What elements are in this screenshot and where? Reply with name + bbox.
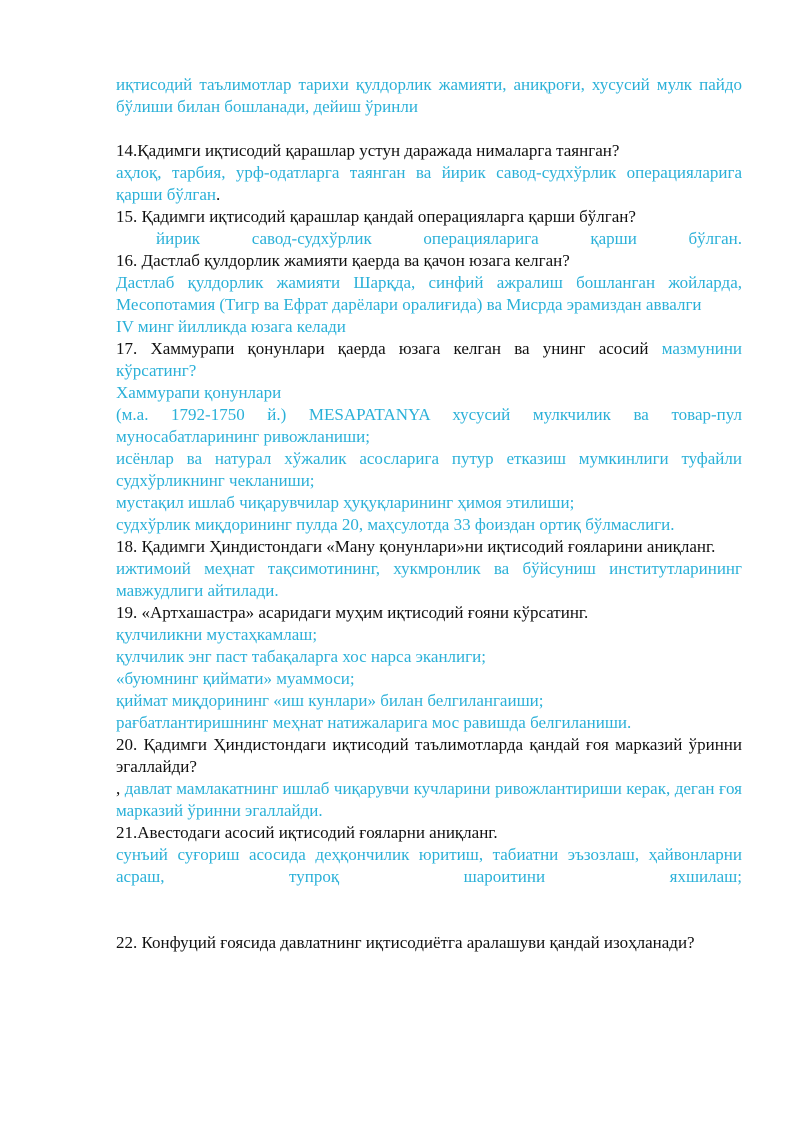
question-17-main: 17. Хаммурапи қонунлари қаерда юзага келган ва унинг асосий xyxy=(116,339,649,358)
spacer xyxy=(116,888,742,932)
answer-17-1: (м.а. 1792-1750 й.) MESAPATANYA хусусий мулкчилик ва товар-пул муносабатларининг ривожланиши; xyxy=(116,405,742,446)
answer-19-3: «буюмнинг қиймати» муаммоси; xyxy=(116,669,355,688)
question-17-highlight: мазмунини кўрсатинг? xyxy=(116,339,743,380)
answer-19-4: қиймат миқдорининг «иш кунлари» билан белгилангаиши; xyxy=(116,691,544,710)
answer-16-b: IV минг йилликда юзага келади xyxy=(116,317,346,336)
answer-13: иқтисодий таълимотлар тарихи қулдорлик жамияти, аниқроғи, хусусий мулк пайдо бўлиши билан бошланади, дейиш ўринли xyxy=(116,75,742,116)
answer-16-a: Дастлаб қулдорлик жамияти Шарқда, синфий ажралиш бошланган жойларда, Месопотамия (Тигр ва Ефрат дарёлари оралиғида) ва Мисрда эрамиздан аввалги xyxy=(116,273,742,314)
question-16: 16. Дастлаб қулдорлик жамияти қаерда ва қачон юзага келган? xyxy=(116,251,570,270)
answer-17-2: исёнлар ва натурал хўжалик асосларига путур етказиш мумкинлиги туфайли судхўрликнинг чекланиши; xyxy=(116,449,742,490)
answer-19-1: қулчиликни мустаҳкамлаш; xyxy=(116,625,318,644)
question-21: 21.Авестодаги асосий иқтисодий ғояларни аниқланг. xyxy=(116,823,498,842)
question-19: 19. «Артхашастра» асаридаги муҳим иқтисодий ғояни кўрсатинг. xyxy=(116,603,589,622)
answer-17-3: мустақил ишлаб чиқарувчилар ҳуқуқларининг ҳимоя этилиши; xyxy=(116,493,575,512)
answer-14-period: . xyxy=(216,185,221,204)
question-22: 22. Конфуций ғоясида давлатнинг иқтисодиётга аралашуви қандай изоҳланади? xyxy=(116,933,695,952)
answer-15: йирик савод-судхўрлик операцияларига қарши бўлган. xyxy=(156,229,742,248)
answer-17-title: Хаммурапи қонунлари xyxy=(116,383,282,402)
answer-19-2: қулчилик энг паст табақаларга хос нарса эканлиги; xyxy=(116,647,486,666)
answer-20-text: давлат мамлакатнинг ишлаб чиқарувчи кучларини ривожлантириши керак, деган ғоя марказий ўринни эгаллайди. xyxy=(116,779,742,820)
answer-14-text: аҳлоқ, тарбия, урф-одатларга таянган ва йирик савод-судхўрлик операцияларига қарши бўлган xyxy=(116,163,742,204)
question-18: 18. Қадимги Ҳиндистондаги «Ману қонунлари»ни иқтисодий ғояларини аниқланг. xyxy=(116,537,716,556)
document-page xyxy=(116,74,742,954)
spacer xyxy=(116,118,742,140)
answer-18: ижтимоий меҳнат тақсимотининг, хукмронлик ва бўйсуниш институтларининг мавжудлиги айтилади. xyxy=(116,559,742,600)
answer-20 xyxy=(116,778,742,822)
question-20: 20. Қадимги Ҳиндистондаги иқтисодий таълимотларда қандай ғоя марказий ўринни эгаллайди? xyxy=(116,735,742,776)
question-17 xyxy=(116,338,742,382)
answer-14 xyxy=(116,162,742,206)
answer-21: сунъий суғориш асосида деҳқончилик юритиш, табиатни эъзозлаш, ҳайвонларни асраш, тупроқ шароитини яхшилаш; xyxy=(116,845,742,886)
answer-20-prefix: , xyxy=(116,779,121,798)
question-15: 15. Қадимги иқтисодий қарашлар қандай операцияларга қарши бўлган? xyxy=(116,207,636,226)
question-14: 14.Қадимги иқтисодий қарашлар устун даражада нималарга таянган? xyxy=(116,141,620,160)
answer-17-4: судхўрлик миқдорининг пулда 20, маҳсулотда 33 фоиздан ортиқ бўлмаслиги. xyxy=(116,515,675,534)
answer-19-5: рағбатлантиришнинг меҳнат натижаларига мос равишда белгиланиши. xyxy=(116,713,632,732)
